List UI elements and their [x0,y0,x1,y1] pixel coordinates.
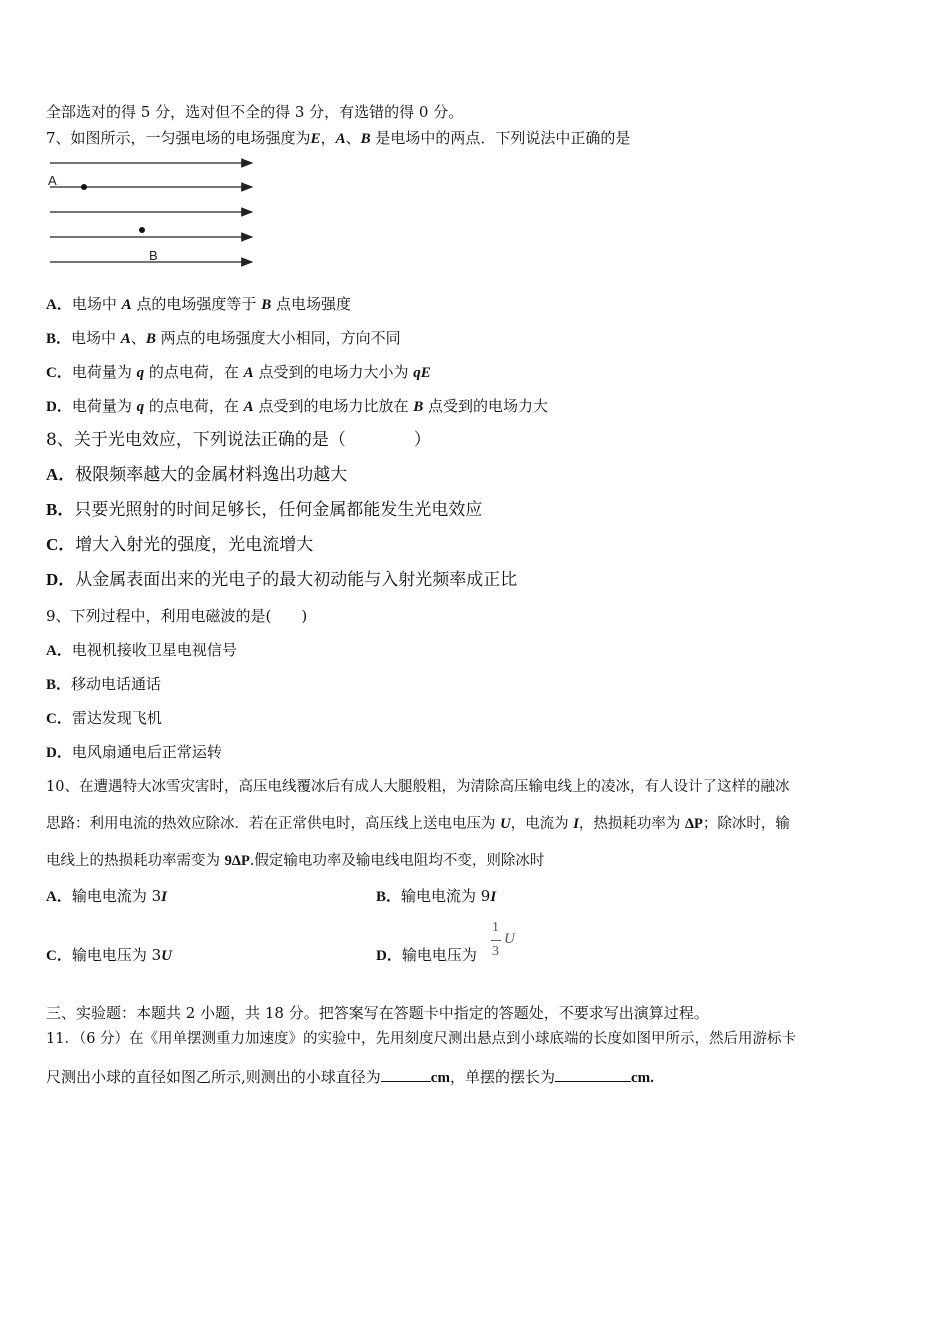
fraction-denominator: 3 [492,944,499,959]
q8-option-d: D．从金属表面出来的光电子的最大初动能与入射光频率成正比 [46,570,518,590]
q7-option-a: A．电场中 A 点的电场强度等于 B 点电场强度 [46,295,351,313]
question-11-line-2: 尺测出小球的直径如图乙所示,则测出的小球直径为 cm，单摆的摆长为 cm. [46,1068,654,1086]
q7-option-c: C．电荷量为 q 的点电荷，在 A 点受到的电场力大小为 qE [46,363,431,381]
q7-option-b: B．电场中 A、B 两点的电场强度大小相同，方向不同 [46,329,401,347]
fraction-bar [491,940,501,941]
question-8-stem: 8、关于光电效应，下列说法正确的是（ ） [46,430,431,450]
fraction-variable: U [504,931,515,947]
q8-option-c: C．增大入射光的强度，光电流增大 [46,535,314,555]
q10-option-b: B．输电电流为 9I [376,887,497,905]
q10-option-d: D．输电电压为 [376,946,477,964]
question-10-line-2: 思路：利用电流的热效应除冰．若在正常供电时，高压线上送电电压为 U，电流为 I，热损耗功率为 ΔP；除冰时，输 [46,816,790,832]
point-a [81,184,87,190]
point-a-label: A [48,173,57,188]
point-b [139,227,145,233]
q9-option-b: B．移动电话通话 [46,675,162,693]
question-10-line-1: 10、在遭遇特大冰雪灾害时，高压电线覆冰后有成人大腿般粗，为清除高压输电线上的凌冰，有人设计了这样的融冰 [46,779,790,795]
q9-option-a: A．电视机接收卫星电视信号 [46,641,237,659]
answer-blank-diameter[interactable] [381,1067,431,1082]
q9-option-c: C．雷达发现飞机 [46,709,162,727]
question-9-stem: 9、下列过程中，利用电磁波的是( ) [46,607,308,625]
q7-option-d: D．电荷量为 q 的点电荷，在 A 点受到的电场力比放在 B 点受到的电场力大 [46,397,549,415]
question-11-line-1: 11．（6 分）在《用单摆测重力加速度》的实验中，先用刻度尺测出悬点到小球底端的长度如图甲所示，然后用游标卡 [46,1031,797,1047]
q9-option-d: D．电风扇通电后正常运转 [46,743,222,761]
section-3-heading: 三、实验题：本题共 2 小题，共 18 分。把答案写在答题卡中指定的答题处，不要求写出演算过程。 [46,1004,709,1022]
electric-field-figure [44,152,259,270]
intro-text: 全部选对的得 5 分，选对但不全的得 3 分，有选错的得 0 分。 [46,103,464,121]
q8-option-a: A．极限频率越大的金属材料逸出功越大 [46,465,348,485]
q8-option-b: B．只要光照射的时间足够长，任何金属都能发生光电效应 [46,500,483,520]
question-7-stem: 7、如图所示，一匀强电场的电场强度为E，A、B 是电场中的两点．下列说法中正确的是 [46,129,631,147]
question-10-line-3: 电线上的热损耗功率需变为 9ΔP.假定输电功率及输电线电阻均不变，则除冰时 [46,853,545,869]
answer-blank-length[interactable] [555,1067,631,1082]
point-b-label: B [149,248,158,263]
q10-option-a: A．输电电流为 3I [46,887,167,905]
q10-option-c: C．输电电压为 3U [46,946,172,964]
fraction-numerator: 1 [492,920,499,935]
